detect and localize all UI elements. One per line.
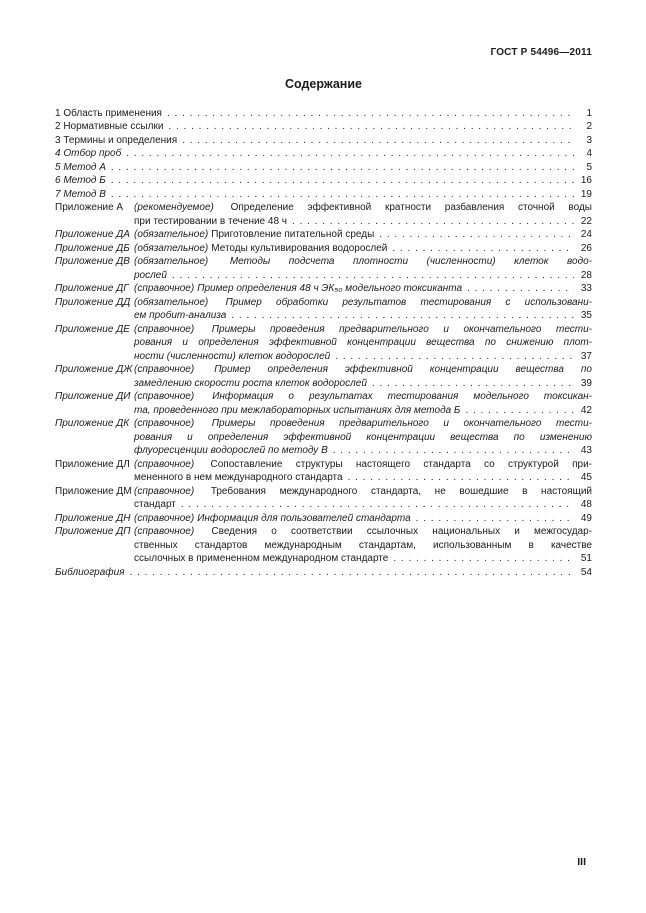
toc-entry-page: 42	[580, 404, 592, 416]
dot-leader	[111, 174, 574, 188]
toc-entry-page: 1	[586, 107, 592, 119]
toc-entry-note: (справочное)	[134, 458, 195, 470]
toc-entry-line	[55, 566, 592, 580]
toc-entry-line	[55, 161, 592, 175]
toc-entry-line	[134, 363, 592, 377]
dot-leader	[348, 471, 574, 485]
toc-entry	[55, 107, 592, 121]
toc-entry-page: 19	[580, 188, 592, 200]
toc-entry-text: Пример обработки результатов тестирования с использовани-	[225, 296, 592, 308]
toc-entry-note: (справочное)	[134, 526, 195, 537]
toc-entry-note: (обязательное)	[134, 229, 209, 240]
toc-entry-line	[134, 525, 592, 539]
toc-entry-note: (справочное)	[134, 512, 195, 524]
toc-entry-label: Приложение ДИ	[55, 391, 131, 402]
dot-leader	[333, 444, 574, 458]
toc-entry-text: ственных стандартов международным стандартам, использованным в качестве	[134, 539, 592, 551]
toc-entry-line	[134, 242, 592, 256]
toc-entry-text: Сопоставление структуры настоящего стандарта со структурой при-	[210, 458, 593, 470]
toc-entry-page: 5	[586, 161, 592, 173]
toc-list	[55, 107, 592, 580]
toc-entry-text: рослей	[134, 269, 167, 281]
toc-entry-line	[134, 485, 592, 499]
toc-entry-text: Пример определения эффективной концентрации вещества по	[214, 364, 592, 375]
toc-entry-line	[55, 120, 592, 134]
toc-entry-page: 28	[580, 269, 592, 281]
toc-entry-label: Приложение ДЕ	[55, 323, 130, 335]
toc-entry-page: 43	[580, 445, 592, 456]
dot-leader	[130, 566, 574, 580]
dot-leader	[111, 188, 574, 202]
toc-entry-label: Приложение ДД	[55, 296, 131, 308]
toc-entry-line	[134, 498, 592, 512]
toc-entry-text: Методы культивирования водорослей	[211, 242, 388, 254]
dot-leader	[181, 498, 574, 512]
toc-entry-body	[134, 255, 592, 282]
toc-entry-page: 24	[580, 229, 592, 240]
toc-entry-text: Требования международного стандарта, не вошедшие в настоящий	[210, 485, 592, 497]
toc-entry	[55, 255, 592, 282]
toc-entry-body	[55, 134, 592, 148]
toc-entry-text: 7 Метод В	[55, 188, 106, 200]
toc-entry-text: та, проведенного при межлабораторных испытаниях для метода Б	[134, 404, 461, 416]
toc-entry-text: Информация о результатах тестирования модельного токсикан-	[212, 391, 592, 402]
toc-entry-text: Сведения о соответствии ссылочных национальных и межгосудар-	[211, 526, 592, 537]
toc-entry-text: 4 Отбор проб	[55, 148, 122, 159]
document-header	[55, 46, 592, 60]
toc-entry-body	[134, 363, 592, 390]
toc-entry	[55, 161, 592, 175]
toc-entry-line	[55, 147, 592, 161]
toc-entry	[55, 188, 592, 202]
toc-entry-line	[134, 201, 592, 215]
toc-entry-text: Методы подсчета плотности (численности) клеток водо-	[229, 256, 592, 267]
toc-entry-note: (обязательное)	[134, 242, 209, 254]
toc-entry-body	[134, 242, 592, 256]
toc-entry-body	[134, 201, 592, 228]
toc-entry-text: флуоресценции водорослей по методу В	[134, 445, 328, 456]
toc-entry-text: 1 Область применения	[55, 107, 162, 119]
dot-leader	[292, 215, 574, 229]
toc-entry-note: (справочное)	[134, 323, 195, 335]
toc-entry	[55, 323, 592, 364]
toc-entry-body	[134, 282, 592, 296]
toc-entry-page: 22	[580, 215, 592, 227]
toc-entry-body	[134, 417, 592, 458]
toc-entry	[55, 120, 592, 134]
toc-entry	[55, 566, 592, 580]
toc-entry-text: мененного в нем международного стандарта	[134, 472, 343, 483]
dot-leader	[182, 134, 574, 148]
toc-entry-page: 35	[580, 310, 592, 321]
toc-entry-body	[134, 512, 592, 526]
toc-entry-line	[134, 269, 592, 283]
toc-entry-body	[134, 296, 592, 323]
dot-leader	[168, 120, 574, 134]
dot-leader	[231, 309, 574, 323]
toc-entry-line	[134, 552, 592, 566]
toc-entry-body	[55, 147, 592, 161]
dot-leader	[372, 377, 574, 391]
toc-entry-note: (справочное)	[134, 418, 195, 429]
dot-leader	[467, 282, 574, 296]
dot-leader	[465, 404, 574, 418]
toc-entry-text: Приготовление питательной среды	[211, 229, 375, 240]
dot-leader	[335, 350, 574, 364]
toc-entry-text: 2 Нормативные ссылки	[55, 121, 164, 132]
toc-entry-text: ссылочных в примененном международном стандарте	[134, 553, 389, 564]
toc-entry-text: рования и определения эффективной концентрации вещества по снижению плот-	[134, 337, 592, 348]
toc-entry-page: 16	[580, 175, 592, 186]
toc-entry-note: (обязательное)	[134, 296, 209, 308]
toc-entry	[55, 458, 592, 485]
toc-entry-line	[134, 336, 592, 350]
toc-entry-body	[55, 174, 592, 188]
toc-entry	[55, 282, 592, 296]
toc-entry-line	[134, 539, 592, 553]
toc-entry-label: Приложение ДА	[55, 229, 130, 240]
toc-entry-line	[134, 323, 592, 337]
toc-entry-label: Приложение ДН	[55, 512, 131, 524]
toc-entry-label: Приложение А	[55, 202, 124, 213]
toc-entry-text: 5 Метод А	[55, 161, 106, 173]
toc-entry-line	[134, 350, 592, 364]
toc-entry-line	[55, 134, 592, 148]
toc-entry-line	[134, 417, 592, 431]
toc-entry-note: (справочное)	[134, 391, 195, 402]
toc-entry-body	[55, 161, 592, 175]
dot-leader	[126, 147, 574, 161]
toc-entry-line	[55, 107, 592, 121]
dot-leader	[393, 552, 574, 566]
toc-entry	[55, 417, 592, 458]
toc-entry-line	[134, 296, 592, 310]
toc-entry-label: Приложение ДБ	[55, 242, 130, 254]
toc-entry-page: 49	[580, 512, 592, 524]
toc-entry	[55, 485, 592, 512]
toc-entry-label: Приложение ДМ	[55, 485, 132, 497]
toc-entry-text: при тестировании в течение 48 ч	[134, 215, 288, 227]
toc-entry-line	[55, 174, 592, 188]
toc-entry-text: замедлению скорости роста клеток водорослей	[134, 377, 367, 389]
toc-entry-line	[134, 512, 592, 526]
dot-leader	[167, 107, 574, 121]
toc-entry-line	[134, 255, 592, 269]
dot-leader	[392, 242, 574, 256]
toc-entry-page: 54	[580, 566, 592, 578]
page-title: Содержание	[284, 76, 362, 91]
toc-entry-page: 51	[580, 553, 592, 564]
toc-entry-body	[134, 485, 592, 512]
toc-entry-text: Пример определения 48 ч ЭК₅₀ модельного токсиканта	[197, 283, 463, 294]
toc-entry	[55, 201, 592, 228]
toc-entry-page: 2	[586, 121, 592, 132]
toc-entry	[55, 525, 592, 566]
toc-entry-note: (обязательное)	[134, 256, 209, 267]
toc-entry-note: (справочное)	[134, 364, 195, 375]
toc-entry-text: ности (численности) клеток водорослей	[134, 350, 331, 362]
toc-entry-page: 37	[580, 350, 592, 362]
toc-entry	[55, 134, 592, 148]
toc-entry-page: 26	[580, 242, 592, 254]
toc-entry-page: 3	[586, 134, 592, 146]
toc-entry-page: 33	[580, 283, 592, 294]
toc-entry-body	[55, 566, 592, 580]
toc-entry-line	[134, 458, 592, 472]
toc-entry	[55, 296, 592, 323]
dot-leader	[172, 269, 574, 283]
toc-entry-body	[134, 458, 592, 485]
toc-entry-text: рования и определения эффективной концентрации вещества по изменению	[134, 431, 592, 443]
toc-entry-label: Приложение ДГ	[55, 283, 129, 294]
standard-number: ГОСТ Р 54496—2011	[490, 47, 592, 58]
toc-entry-line	[134, 444, 592, 458]
toc-entry	[55, 174, 592, 188]
toc-entry-body	[134, 228, 592, 242]
toc-entry-page: 45	[580, 472, 592, 483]
toc-entry-label: Приложение ДВ	[55, 256, 130, 267]
dot-leader	[416, 512, 574, 526]
toc-entry	[55, 512, 592, 526]
toc-entry-body	[55, 188, 592, 202]
toc-entry-text: 3 Термины и определения	[55, 134, 178, 146]
toc-entry-line	[134, 390, 592, 404]
toc-entry-page: 4	[586, 148, 592, 159]
toc-entry-text: Примеры проведения предварительного и окончательного тести-	[211, 418, 592, 429]
toc-entry-body	[134, 323, 592, 364]
toc-entry-label: Приложение ДЖ	[55, 364, 133, 375]
toc-entry-text: стандарт	[134, 499, 176, 510]
toc-entry	[55, 147, 592, 161]
toc-entry	[55, 242, 592, 256]
toc-entry-line	[55, 188, 592, 202]
toc-entry-label: Приложение ДЛ	[55, 458, 130, 470]
toc-entry-text: Определение эффективной кратности разбавления сточной воды	[230, 202, 592, 213]
toc-entry-line	[134, 471, 592, 485]
toc-entry-line	[134, 228, 592, 242]
footer-page-number: III	[577, 855, 586, 868]
toc-entry-page: 48	[580, 499, 592, 510]
toc-entry-label: Приложение ДП	[55, 526, 131, 537]
toc-entry-line	[134, 404, 592, 418]
toc-entry-line	[134, 377, 592, 391]
toc-entry-text: Информация для пользователей стандарта	[197, 512, 411, 524]
dot-leader	[111, 161, 574, 175]
toc-entry-line	[134, 215, 592, 229]
toc-entry-text: ем пробит-анализа	[134, 310, 227, 321]
toc-entry-text: Библиография	[55, 566, 125, 578]
toc-entry-body	[55, 120, 592, 134]
toc-entry-note: (справочное)	[134, 283, 195, 294]
dot-leader	[379, 228, 574, 242]
toc-entry	[55, 363, 592, 390]
toc-entry-label: Приложение ДК	[55, 418, 130, 429]
toc-entry-text: Примеры проведения предварительного и окончательного тести-	[211, 323, 592, 335]
toc-entry-line	[134, 282, 592, 296]
toc-entry	[55, 390, 592, 417]
toc-entry-note: (рекомендуемое)	[134, 202, 214, 213]
toc-entry-line	[134, 431, 592, 445]
toc-entry-body	[134, 390, 592, 417]
toc-entry-line	[134, 309, 592, 323]
toc-entry-note: (справочное)	[134, 485, 195, 497]
toc-entry-body	[134, 525, 592, 566]
toc-entry	[55, 228, 592, 242]
toc-entry-text: 6 Метод Б	[55, 175, 106, 186]
toc-entry-body	[55, 107, 592, 121]
toc-entry-page: 39	[580, 377, 592, 389]
